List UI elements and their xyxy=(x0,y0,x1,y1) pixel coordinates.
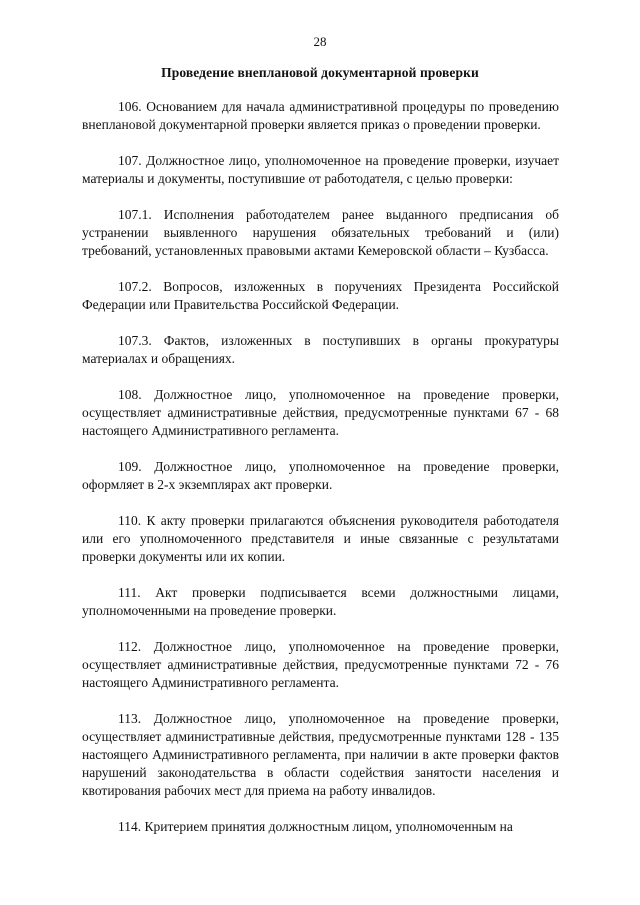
page-number: 28 xyxy=(313,34,327,49)
section-title: Проведение внеплановой документарной проверки xyxy=(161,65,479,80)
paragraph-108: 108. Должностное лицо, уполномоченное на проведение проверки, осуществляет административные действия, предусмотренные пунктами 67 - 68 настоящего Административного регламента. xyxy=(82,387,559,438)
paragraph-113: 113. Должностное лицо, уполномоченное на проведение проверки, осуществляет административные действия, предусмотренные пунктами 128 - 135 настоящего Административного регламента, при наличии в акте проверки фактов нарушений законодательства в области содействия занятости населения и квотирования рабочих мест для приема на работу инвалидов. xyxy=(82,711,559,798)
document-body xyxy=(82,98,559,854)
paragraph-114: 114. Критерием принятия должностным лицом, уполномоченным на xyxy=(118,819,513,834)
paragraph-107-2: 107.2. Вопросов, изложенных в поручениях Президента Российской Федерации или Правительства Российской Федерации. xyxy=(82,279,559,312)
paragraph-107: 107. Должностное лицо, уполномоченное на проведение проверки, изучает материалы и документы, поступившие от работодателя, с целью проверки: xyxy=(82,153,559,186)
paragraph-109: 109. Должностное лицо, уполномоченное на проведение проверки, оформляет в 2-х экземплярах акт проверки. xyxy=(82,459,559,492)
paragraph-107-1: 107.1. Исполнения работодателем ранее выданного предписания об устранении выявленного нарушения обязательных требований и (или) требований, установленных правовыми актами Кемеровской области – Кузбасса. xyxy=(82,207,559,258)
paragraph-111: 111. Акт проверки подписывается всеми должностными лицами, уполномоченными на проведение проверки. xyxy=(82,585,559,618)
paragraph-106: 106. Основанием для начала административной процедуры по проведению внеплановой документарной проверки является приказ о проведении проверки. xyxy=(82,99,559,132)
paragraph-107-3: 107.3. Фактов, изложенных в поступивших в органы прокуратуры материалах и обращениях. xyxy=(82,333,559,366)
paragraph-112: 112. Должностное лицо, уполномоченное на проведение проверки, осуществляет административные действия, предусмотренные пунктами 72 - 76 настоящего Административного регламента. xyxy=(82,639,559,690)
paragraph-110: 110. К акту проверки прилагаются объяснения руководителя работодателя или его уполномоченного представителя и иные связанные с результатами проверки документы или их копии. xyxy=(82,513,559,564)
